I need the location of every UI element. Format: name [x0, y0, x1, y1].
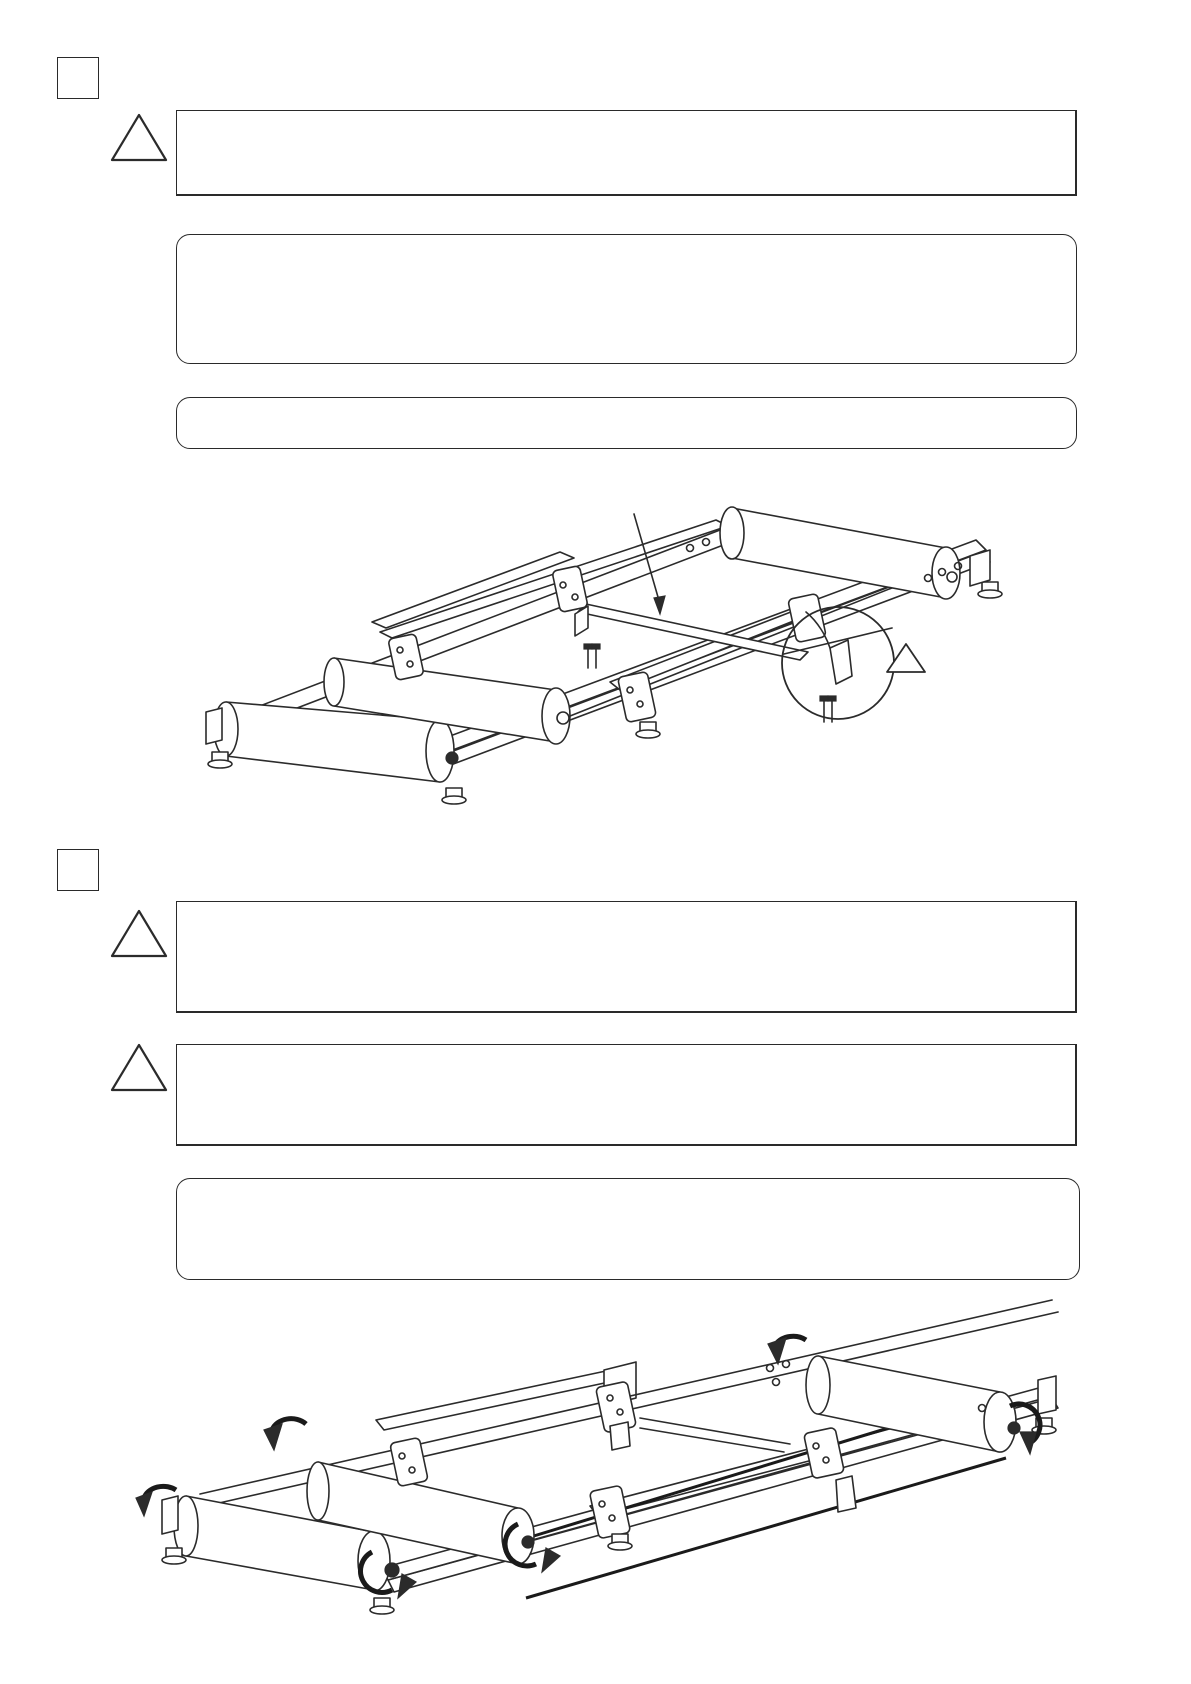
rotation-arrow-icon: [264, 1419, 306, 1450]
step-2-end-plate-right: [1038, 1376, 1056, 1414]
step-2-end-plate-left: [162, 1496, 178, 1534]
